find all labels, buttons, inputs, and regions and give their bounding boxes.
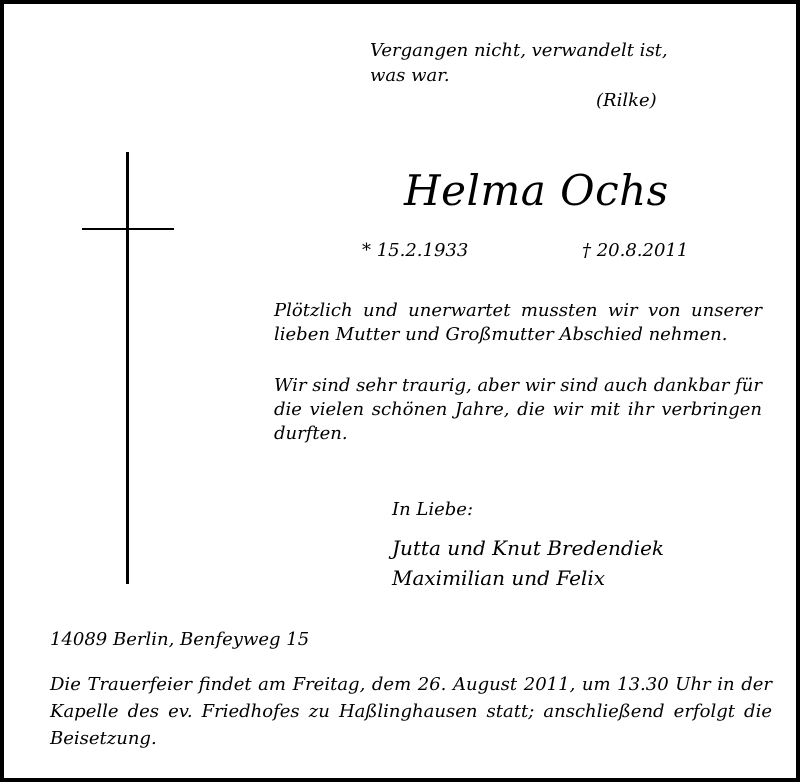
quote-line: was war.: [370, 65, 450, 86]
cross-vertical-bar: [126, 152, 129, 584]
message-paragraph: Plötzlich und unerwartet mussten wir von unserer lieben Mutter und Großmutter Abschied nehmen.: [274, 300, 762, 345]
message-paragraph: Wir sind sehr traurig, aber wir sind auch dankbar für die vielen schönen Jahre, die wir mit ihr verbringen durften.: [274, 375, 762, 444]
rilke-quote: [370, 38, 690, 88]
birth-date: * 15.2.1933: [362, 240, 469, 261]
quote-line: Vergangen nicht, verwandelt ist,: [370, 40, 668, 61]
quote-author: (Rilke): [596, 90, 657, 111]
family-address: 14089 Berlin, Benfeyweg 15: [50, 629, 310, 650]
funeral-notice: Die Trauerfeier findet am Freitag, dem 26. August 2011, um 13.30 Uhr in der Kapelle des ev. Friedhofes zu Haßlinghausen statt; anschließend erfolgt die Beisetzung.: [50, 674, 772, 749]
death-date: † 20.8.2011: [582, 240, 689, 261]
deceased-name: Helma Ochs: [404, 166, 669, 215]
signature-intro: In Liebe:: [392, 499, 474, 520]
signer-name: Jutta und Knut Bredendiek: [392, 536, 665, 560]
cross-horizontal-bar: [82, 228, 174, 230]
signer-name: Maximilian und Felix: [392, 566, 606, 590]
